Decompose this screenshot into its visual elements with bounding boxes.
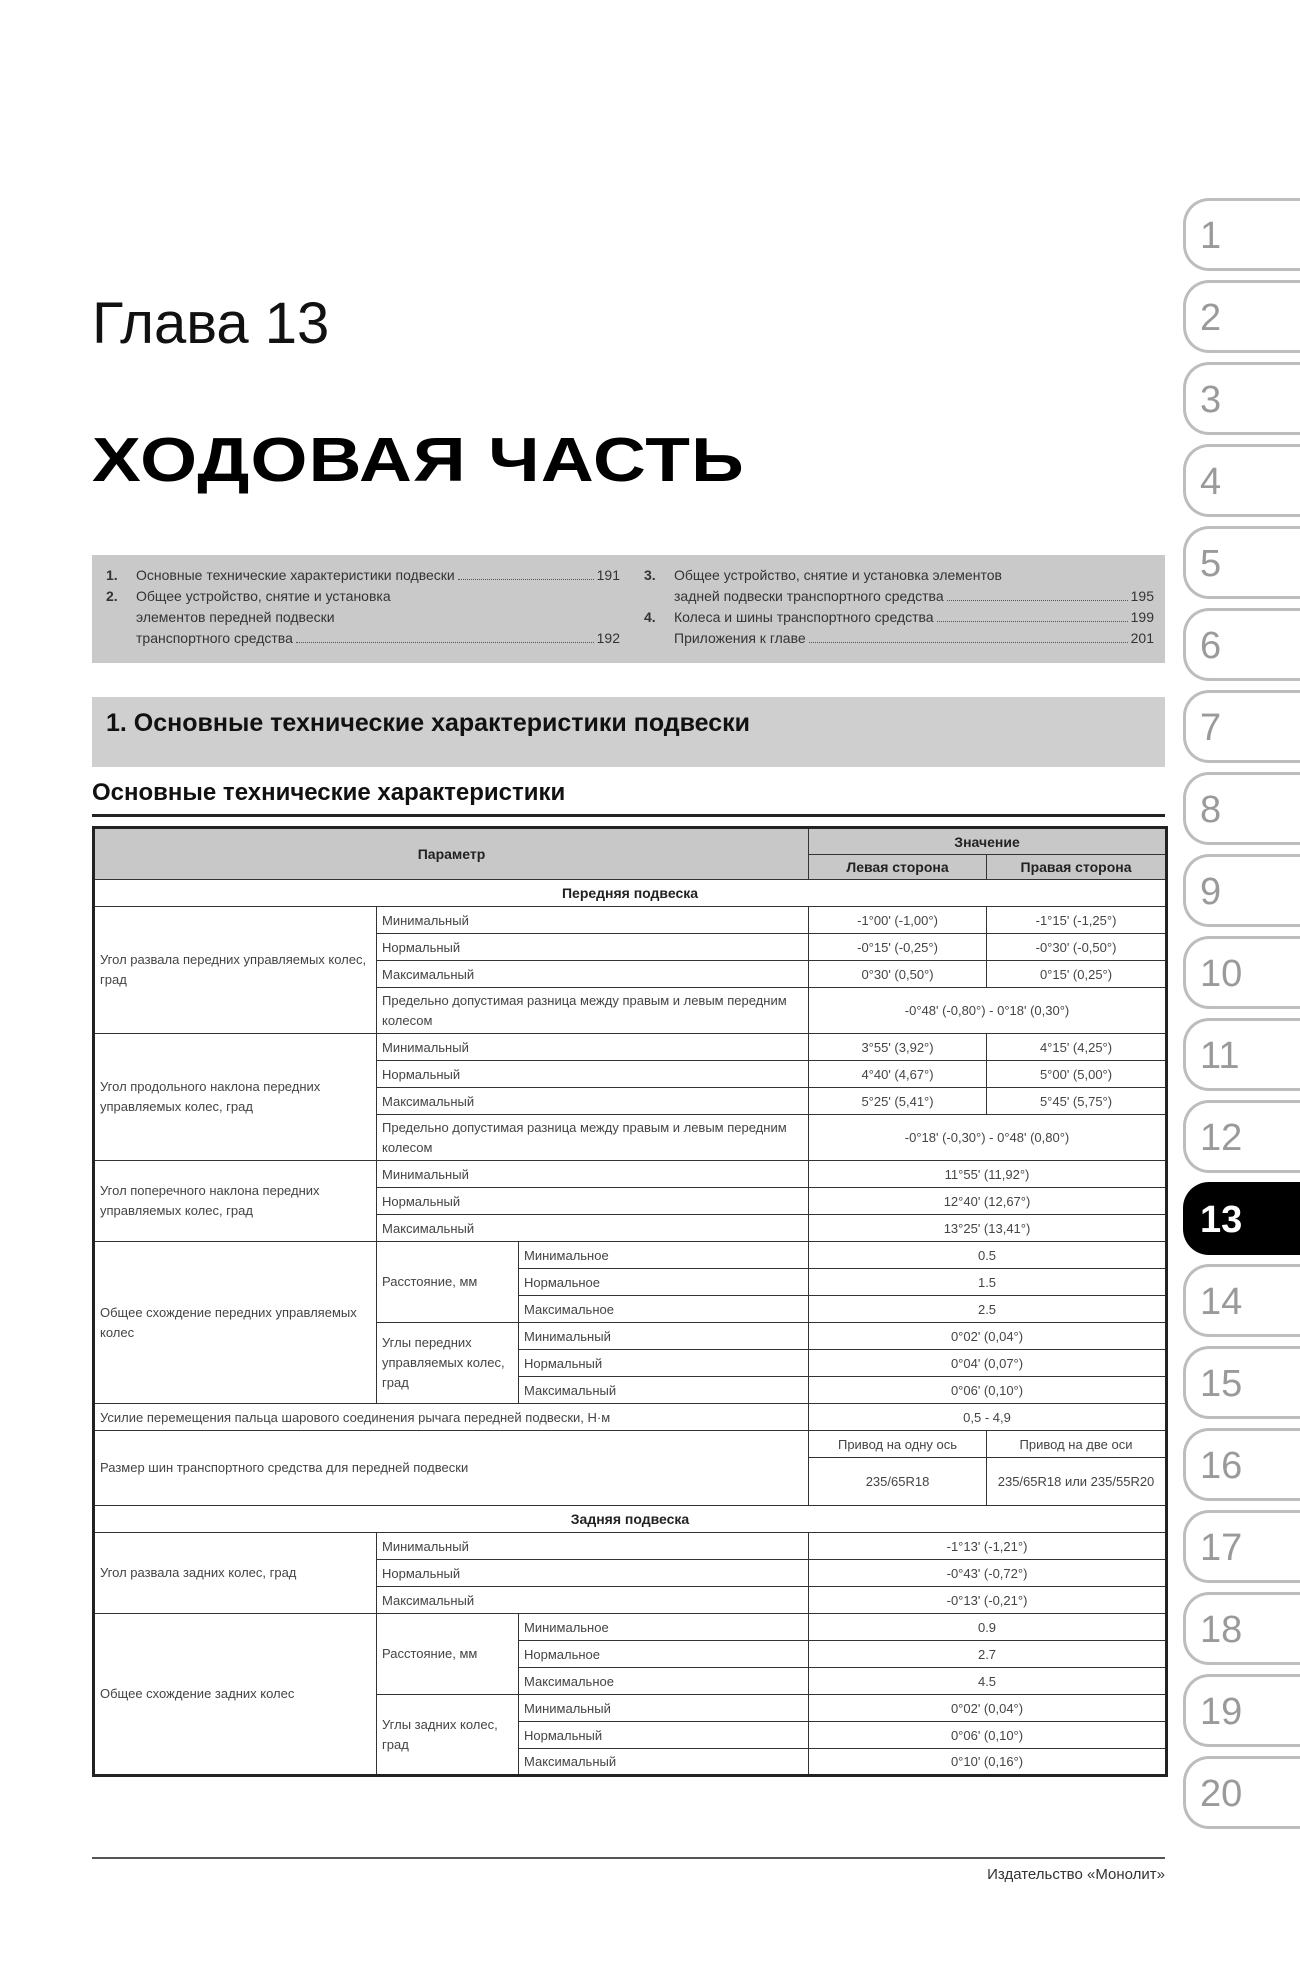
- kingpin-label: Угол поперечного наклона передних управляемых колес, град: [94, 1161, 377, 1242]
- chapter-label: Глава 13: [92, 291, 330, 356]
- tab-label: 5: [1200, 543, 1222, 585]
- table-cell: Минимальный: [377, 1533, 809, 1560]
- table-cell: 0,5 - 4,9: [809, 1404, 1167, 1431]
- table-cell: 2.7: [809, 1641, 1167, 1668]
- toc-item-text: Основные технические характеристики подвески: [136, 567, 455, 583]
- table-cell: 1.5: [809, 1269, 1167, 1296]
- table-cell: -0°48' (-0,80°) - 0°18' (0,30°): [809, 988, 1167, 1034]
- table-cell: Минимальный: [377, 1034, 809, 1061]
- tab-label: 19: [1200, 1691, 1243, 1733]
- chapter-tab-16[interactable]: [1183, 1428, 1300, 1501]
- table-cell: 235/65R18: [809, 1458, 987, 1506]
- toc-item-number: 2.: [106, 588, 118, 604]
- table-cell: -0°13' (-0,21°): [809, 1587, 1167, 1614]
- toc-item-number: 4.: [644, 609, 656, 625]
- table-cell: 0°10' (0,16°): [809, 1749, 1167, 1776]
- toc-item[interactable]: [644, 565, 1154, 607]
- table-cell: -1°13' (-1,21°): [809, 1533, 1167, 1560]
- toc-item-number: 3.: [644, 567, 656, 583]
- table-cell: Максимальное: [519, 1668, 809, 1695]
- toc-item[interactable]: [644, 628, 1154, 649]
- toc-column-left: [106, 565, 620, 649]
- chapter-tab-1[interactable]: [1183, 198, 1300, 271]
- tab-label: 11: [1200, 1035, 1240, 1077]
- table-cell: 13°25' (13,41°): [809, 1215, 1167, 1242]
- table-cell: Нормальный: [377, 934, 809, 961]
- toc-item-text: задней подвески транспортного средства: [674, 588, 944, 604]
- table-cell: Углы задних колес, град: [377, 1695, 519, 1776]
- force-label: Усилие перемещения пальца шарового соединения рычага передней подвески, Н·м: [94, 1404, 809, 1431]
- tab-label: 16: [1200, 1445, 1243, 1487]
- table-cell: Расстояние, мм: [377, 1614, 519, 1695]
- table-cell: Привод на две оси: [987, 1431, 1167, 1458]
- toc-item[interactable]: [106, 565, 620, 586]
- header-left: Левая сторона: [809, 855, 987, 880]
- toc-item-text: Общее устройство, снятие и установка элементов: [674, 567, 1002, 583]
- table-cell: Максимальный: [377, 1088, 809, 1115]
- tab-label: 18: [1200, 1609, 1243, 1651]
- chapter-tab-20[interactable]: [1183, 1756, 1300, 1829]
- chapter-tab-12[interactable]: [1183, 1100, 1300, 1173]
- chapter-tab-9[interactable]: [1183, 854, 1300, 927]
- spec-table: [92, 826, 1168, 1777]
- table-cell: 0.5: [809, 1242, 1167, 1269]
- subsection-heading: [92, 776, 1165, 817]
- table-cell: Максимальный: [519, 1377, 809, 1404]
- tab-label: 12: [1200, 1117, 1243, 1159]
- table-cell: 2.5: [809, 1296, 1167, 1323]
- tab-label: 3: [1200, 379, 1222, 421]
- table-cell: Минимальное: [519, 1242, 809, 1269]
- table-cell: Нормальный: [377, 1560, 809, 1587]
- tab-label: 9: [1200, 871, 1222, 913]
- front-suspension-title: Передняя подвеска: [94, 880, 1167, 907]
- table-cell: Минимальный: [519, 1323, 809, 1350]
- tab-label: 17: [1200, 1527, 1243, 1569]
- caster-label: Угол продольного наклона передних управляемых колес, град: [94, 1034, 377, 1161]
- table-cell: 0°06' (0,10°): [809, 1722, 1167, 1749]
- tab-label: 15: [1200, 1363, 1243, 1405]
- toc-item-text: элементов передней подвески: [136, 609, 335, 625]
- table-cell: Привод на одну ось: [809, 1431, 987, 1458]
- table-cell: Максимальный: [377, 1215, 809, 1242]
- table-cell: Минимальный: [519, 1695, 809, 1722]
- table-cell: Максимальный: [377, 961, 809, 988]
- tab-label: 8: [1200, 789, 1222, 831]
- table-cell: Нормальное: [519, 1269, 809, 1296]
- chapter-tab-13[interactable]: [1183, 1182, 1300, 1255]
- table-cell: Расстояние, мм: [377, 1242, 519, 1323]
- table-of-contents: [92, 555, 1165, 663]
- chapter-tab-7[interactable]: [1183, 690, 1300, 763]
- tab-label: 7: [1200, 707, 1222, 749]
- table-cell: 0.9: [809, 1614, 1167, 1641]
- table-cell: -0°30' (-0,50°): [987, 934, 1167, 961]
- toc-item-page: 191: [596, 567, 620, 583]
- table-cell: -0°43' (-0,72°): [809, 1560, 1167, 1587]
- table-cell: 0°04' (0,07°): [809, 1350, 1167, 1377]
- header-param: Параметр: [94, 828, 809, 880]
- toc-item-text: Колеса и шины транспортного средства: [674, 609, 934, 625]
- toc-item-text: транспортного средства: [136, 630, 293, 646]
- toc-item-number: [644, 628, 674, 649]
- table-cell: 3°55' (3,92°): [809, 1034, 987, 1061]
- toc-item-page: 195: [1130, 588, 1154, 604]
- table-cell: 0°06' (0,10°): [809, 1377, 1167, 1404]
- table-cell: 0°02' (0,04°): [809, 1695, 1167, 1722]
- chapter-tab-14[interactable]: [1183, 1264, 1300, 1337]
- section-heading: [92, 697, 1165, 767]
- toc-item-text: Общее устройство, снятие и установка: [136, 588, 391, 604]
- table-cell: 11°55' (11,92°): [809, 1161, 1167, 1188]
- table-cell: 0°02' (0,04°): [809, 1323, 1167, 1350]
- tab-label: 13: [1200, 1199, 1243, 1241]
- table-cell: Минимальный: [377, 1161, 809, 1188]
- table-cell: Предельно допустимая разница между правым и левым передним колесом: [377, 1115, 809, 1161]
- footer-divider: [92, 1857, 1165, 1859]
- tab-label: 20: [1200, 1773, 1243, 1815]
- table-cell: 5°45' (5,75°): [987, 1088, 1167, 1115]
- toe-rear-label: Общее схождение задних колес: [94, 1614, 377, 1776]
- table-cell: Максимальный: [519, 1749, 809, 1776]
- table-cell: Нормальный: [377, 1188, 809, 1215]
- tab-label: 10: [1200, 953, 1243, 995]
- toc-item[interactable]: [644, 607, 1154, 628]
- chapter-tab-17[interactable]: [1183, 1510, 1300, 1583]
- toc-item-page: 192: [596, 630, 620, 646]
- table-cell: Нормальный: [519, 1722, 809, 1749]
- section-title: 1. Основные технические характеристики подвески: [106, 709, 751, 737]
- table-cell: Минимальное: [519, 1614, 809, 1641]
- chapter-tab-15[interactable]: [1183, 1346, 1300, 1419]
- header-value: Значение: [809, 828, 1167, 855]
- table-cell: Нормальное: [519, 1641, 809, 1668]
- camber-label: Угол развала передних управляемых колес, град: [94, 907, 377, 1034]
- chapter-tab-2[interactable]: [1183, 280, 1300, 353]
- table-cell: Максимальное: [519, 1296, 809, 1323]
- tab-label: 4: [1200, 461, 1222, 503]
- chapter-tab-3[interactable]: [1183, 362, 1300, 435]
- toc-column-right: [644, 565, 1154, 649]
- publisher: Издательство «Монолит»: [987, 1866, 1165, 1883]
- table-cell: -0°15' (-0,25°): [809, 934, 987, 961]
- table-cell: 0°30' (0,50°): [809, 961, 987, 988]
- table-cell: 0°15' (0,25°): [987, 961, 1167, 988]
- table-cell: 235/65R18 или 235/55R20: [987, 1458, 1167, 1506]
- toc-item-number: 1.: [106, 567, 118, 583]
- chapter-tab-11[interactable]: [1183, 1018, 1300, 1091]
- table-cell: 5°25' (5,41°): [809, 1088, 987, 1115]
- toc-item[interactable]: [106, 586, 620, 649]
- table-cell: Углы передних управляемых колес, град: [377, 1323, 519, 1404]
- table-cell: 12°40' (12,67°): [809, 1188, 1167, 1215]
- table-cell: -0°18' (-0,30°) - 0°48' (0,80°): [809, 1115, 1167, 1161]
- table-cell: 4°15' (4,25°): [987, 1034, 1167, 1061]
- chapter-tab-19[interactable]: [1183, 1674, 1300, 1747]
- tab-label: 6: [1200, 625, 1222, 667]
- rear-suspension-title: Задняя подвеска: [94, 1506, 1167, 1533]
- chapter-tab-4[interactable]: [1183, 444, 1300, 517]
- toc-item-page: 199: [1130, 609, 1154, 625]
- tab-label: 2: [1200, 297, 1222, 339]
- table-cell: Предельно допустимая разница между правым и левым передним колесом: [377, 988, 809, 1034]
- table-cell: 4°40' (4,67°): [809, 1061, 987, 1088]
- chapter-tab-18[interactable]: [1183, 1592, 1300, 1665]
- toc-item-text: Приложения к главе: [674, 630, 806, 646]
- subsection-title: Основные технические характеристики: [92, 779, 566, 806]
- table-cell: Нормальный: [377, 1061, 809, 1088]
- table-cell: Минимальный: [377, 907, 809, 934]
- toc-item-page: 201: [1130, 630, 1154, 646]
- chapter-tab-6[interactable]: [1183, 608, 1300, 681]
- table-cell: Нормальный: [519, 1350, 809, 1377]
- tab-label: 14: [1200, 1281, 1243, 1323]
- header-right: Правая сторона: [987, 855, 1167, 880]
- rear-camber-label: Угол развала задних колес, град: [94, 1533, 377, 1614]
- chapter-tab-5[interactable]: [1183, 526, 1300, 599]
- chapter-tab-10[interactable]: [1183, 936, 1300, 1009]
- tab-label: 1: [1200, 215, 1222, 257]
- toe-front-label: Общее схождение передних управляемых колес: [94, 1242, 377, 1404]
- chapter-tab-8[interactable]: [1183, 772, 1300, 845]
- chapter-title: ХОДОВАЯ ЧАСТЬ: [92, 426, 745, 495]
- table-cell: Максимальный: [377, 1587, 809, 1614]
- table-cell: -1°15' (-1,25°): [987, 907, 1167, 934]
- table-cell: 5°00' (5,00°): [987, 1061, 1167, 1088]
- tires-label: Размер шин транспортного средства для передней подвески: [94, 1431, 809, 1506]
- table-cell: 4.5: [809, 1668, 1167, 1695]
- table-cell: -1°00' (-1,00°): [809, 907, 987, 934]
